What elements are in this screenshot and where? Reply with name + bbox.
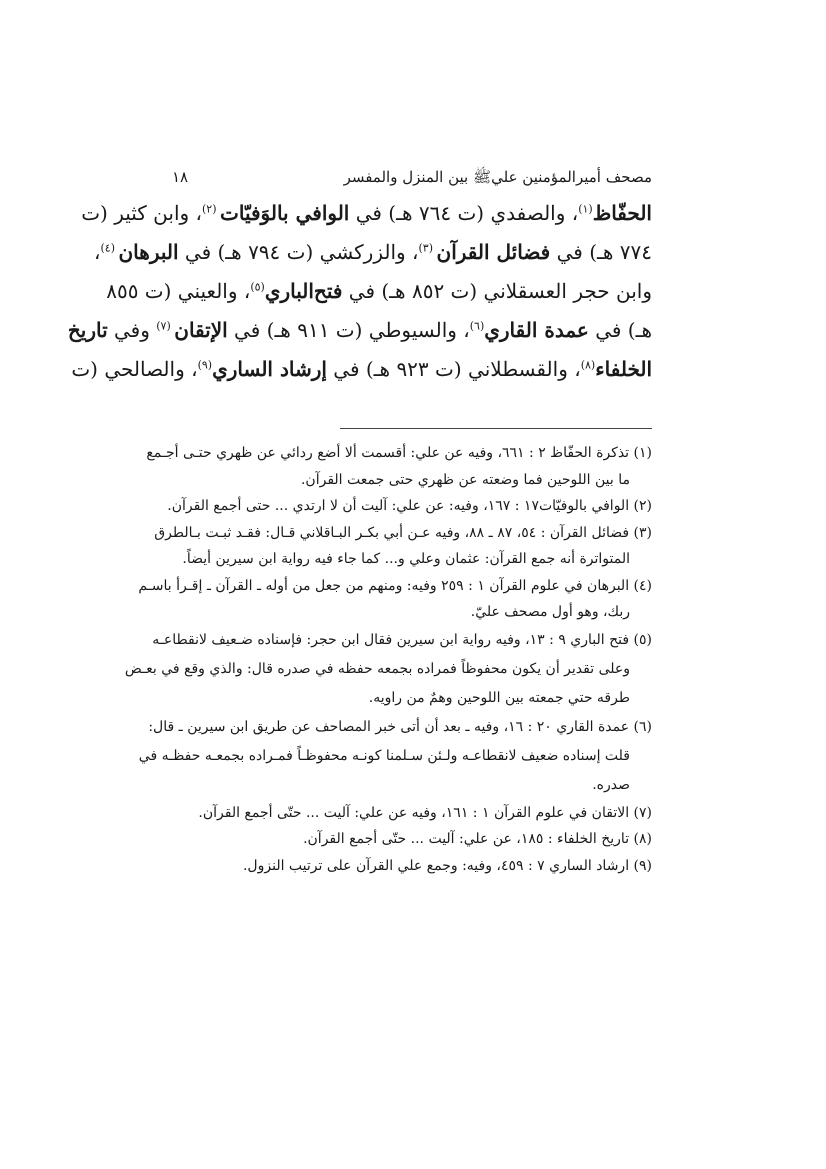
footnote [124, 626, 652, 713]
book-title: الخلفاء [595, 357, 652, 381]
footnote-line: صدره. [592, 776, 630, 793]
footnote-line: وعلى تقدير أن يكون محفوظاً فمراده بجمعه حفظه في صدره قال: والذي وقع في بعـض [124, 660, 630, 677]
footnote-line: (٢) الوافي بالوفيّات١٧ : ١٦٧، وفيه: عن علي: آليت أن لا ارتدي ... حتى أجمع القرآن. [167, 498, 652, 514]
footnote-ref: (٢) [202, 202, 221, 216]
running-title: مصحف أميرالمؤمنين علي‌ﷺ بين المنزل والمفسر [343, 168, 652, 186]
footnote-line: (٦) عمدة القاري ٢٠ : ١٦، وفيه ـ بعد أن أتى خبر المصاحف عن طريق ابن سيرين ـ قال: [148, 718, 652, 735]
book-title: الإتقان [174, 318, 228, 342]
book-title: تاريخ [67, 318, 108, 342]
body-text-segment: ، والزركشي (ت ٧٩٤ هـ) في [178, 240, 419, 264]
footnote-separator [340, 428, 652, 429]
footnote [146, 440, 652, 493]
footnote [138, 713, 652, 800]
footnote-line: ما بين اللوحين فما وضعته عن ظهري حتى جمعت القرآن. [300, 471, 630, 488]
body-text-segment: ، وابن كثير (ت [81, 201, 202, 225]
body-text-segment: ، والصالحي (ت [71, 357, 198, 381]
body-line [81, 194, 652, 233]
footnote-line: (٧) الاتقان في علوم القرآن ١ : ١٦١، وفيه عن علي: آليت ... حتّى أجمع القرآن. [198, 804, 652, 821]
book-title: عمدة القاري [484, 318, 589, 342]
footnote-ref: (٧) [156, 319, 175, 333]
book-title: الحفّاظ [592, 201, 652, 225]
footnote-line: (٤) البرهان في علوم القرآن ١ : ٢٥٩ وفيه: ومنهم من جعل من أوله ـ القرآن ـ إقـرأ باسـم [138, 577, 652, 594]
footnote-ref: (٣) [418, 241, 437, 255]
footnote-line: (٨) تاريخ الخلفاء : ١٨٥، عن علي: آليت ... حتّى أجمع القرآن. [303, 831, 652, 847]
book-title: فضائل القرآن [436, 240, 551, 264]
body-text-segment: ، والعيني (ت ٨٥٥ [106, 279, 251, 303]
running-header [172, 164, 652, 190]
book-title: فتح‌الباري [264, 279, 343, 303]
footnotes [124, 440, 652, 879]
body-text-segment: هـ) في [588, 318, 652, 342]
footnote-line: (٥) فتح الباري ٩ : ١٣، وفيه رواية ابن سيرين فقال ابن حجر: فإسناده ضـعيف لانقطاعـه [152, 631, 652, 648]
page-number: ١٨ [172, 168, 189, 186]
book-title: الوافي بالوَفيّات [220, 201, 350, 225]
body-text-segment: وابن حجر العسقلاني (ت ٨٥٢ هـ) في [342, 279, 652, 303]
book-title: إرشاد الساري [212, 357, 327, 381]
body-text-segment: ٧٧٤ هـ) في [550, 240, 652, 264]
footnote-ref: (٩) [197, 358, 213, 372]
footnote-ref: (٥) [250, 280, 265, 294]
footnote [167, 493, 652, 520]
footnote [172, 853, 652, 880]
footnote [154, 520, 652, 573]
footnote-line: ربك، وهو أول مصحف عليّ. [470, 604, 630, 620]
body-text-segment: ، [94, 240, 101, 264]
body-text-segment: ، والقسطلاني (ت ٩٢٣ هـ) في [326, 357, 581, 381]
body-line [67, 311, 652, 350]
body-line [94, 233, 652, 272]
footnote-line: طرقه حتي جمعته بين اللوحين وهمٌ من راويه. [368, 689, 630, 706]
footnote [172, 826, 652, 853]
book-title: البرهان [118, 240, 179, 264]
body-line [71, 350, 652, 389]
footnote-ref: (٤) [100, 241, 119, 255]
footnote-line: (١) تذكرة الحفّاظ ٢ : ٦٦١، وفيه عن علي: أقسمت ألا أضع ردائي عن ظهري حتـى أجـمع [146, 445, 652, 461]
footnote-ref: (٨) [580, 358, 596, 372]
body-text-segment: ، والسيوطي (ت ٩١١ هـ) في [227, 318, 470, 342]
footnote-ref: (٦) [469, 319, 485, 333]
footnote-line: قلت إسناده ضعيف لانقطاعـه ولـئن سـلمنا كونـه محفوظـاً فمـراده بجمعـه حفظـه في [138, 747, 630, 764]
footnote [172, 800, 652, 827]
footnote-line: (٣) فضائل القرآن : ٥٤، ٨٧ ـ ٨٨، وفيه عـن أبي بكـر البـاقلاني قـال: فقـد ثبـت بـالطرق [154, 524, 652, 541]
footnote-ref: (١) [578, 202, 593, 216]
body-text-segment: وفي [107, 318, 157, 342]
footnote-line: المتواترة أنه جمع القرآن: عثمان وعلي و... كما جاء فيه رواية ابن سيرين أيضاً. [182, 551, 630, 567]
footnote [138, 573, 652, 626]
body-paragraph [67, 194, 652, 389]
body-text-segment: ، والصفدي (ت ٧٦٤ هـ) في [349, 201, 579, 225]
body-line [106, 272, 652, 311]
footnote-line: (٩) ارشاد الساري ٧ : ٤٥٩، وفيه: وجمع علي القرآن على ترتيب النزول. [242, 857, 652, 874]
